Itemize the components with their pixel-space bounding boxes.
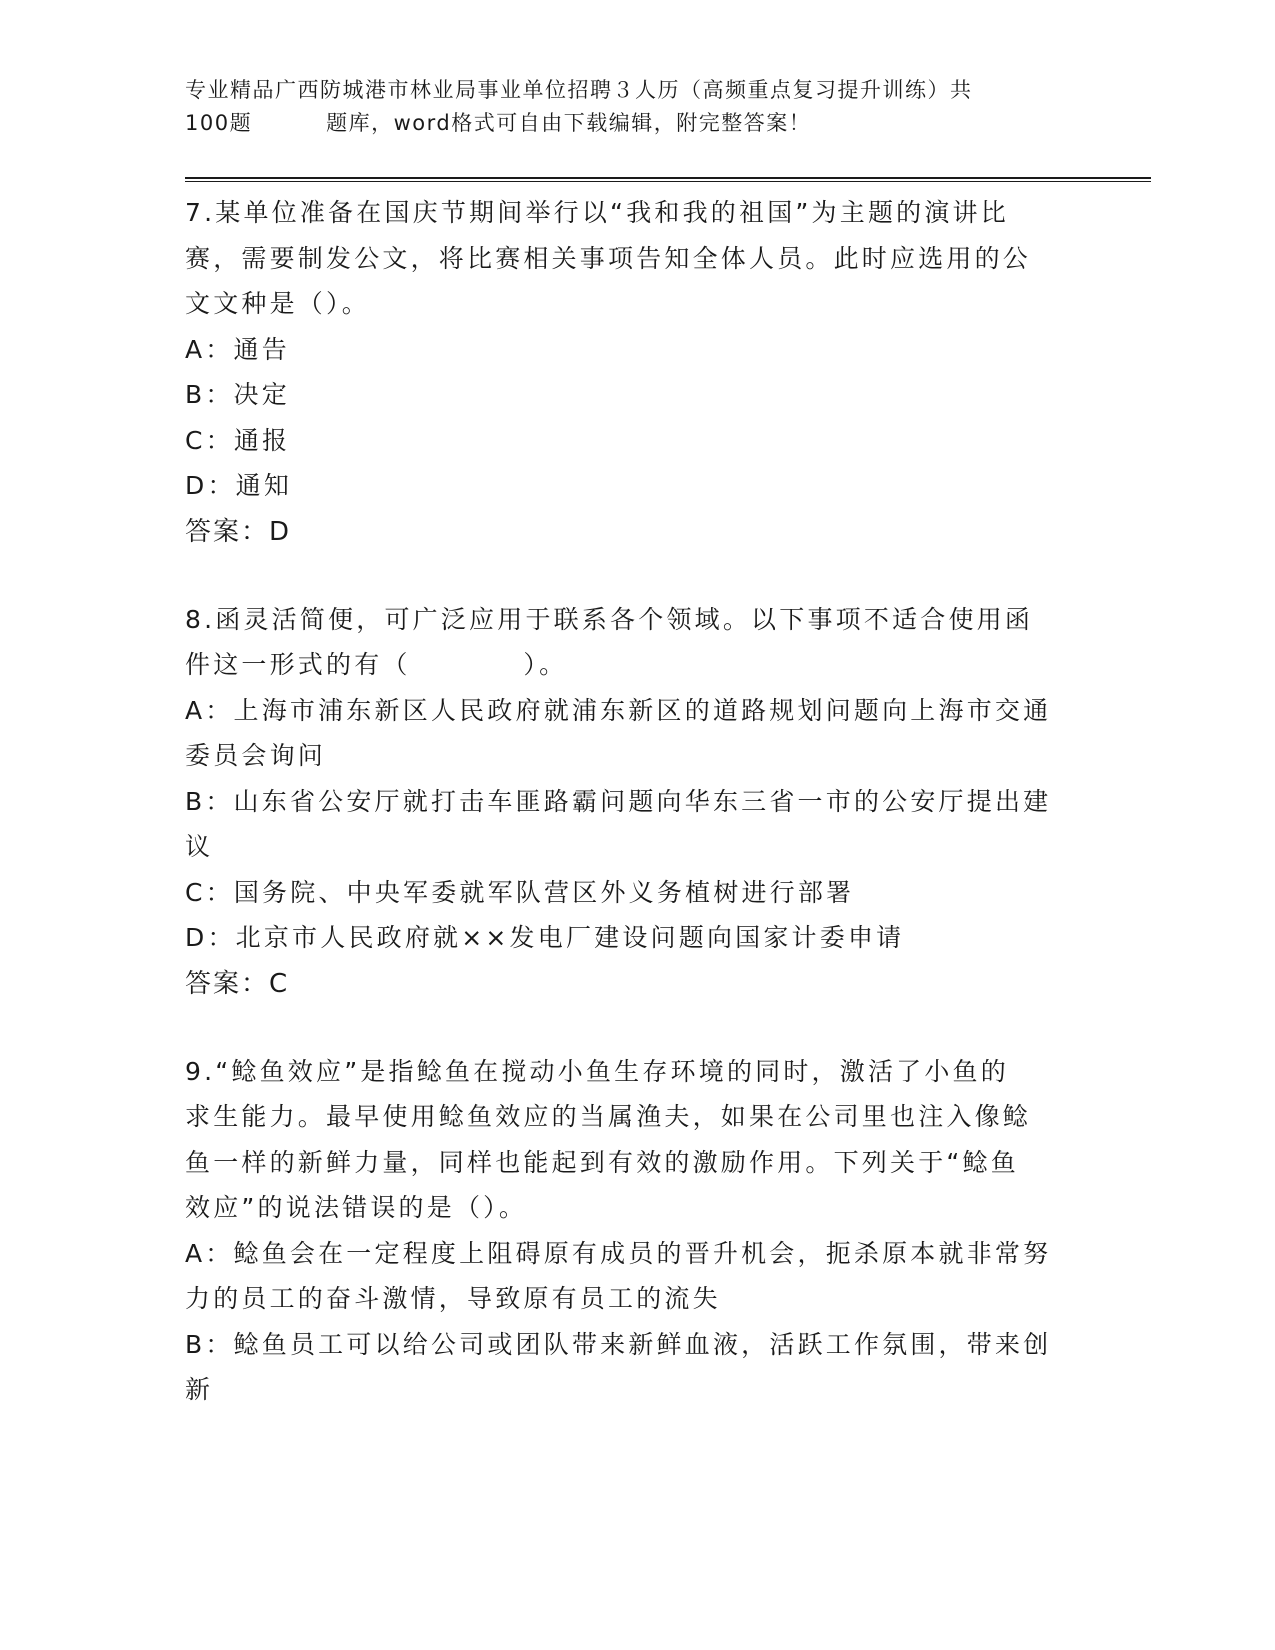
header-title-line2: [185, 107, 1065, 140]
document-header: [185, 74, 1065, 140]
option-line: 力的员工的奋斗激情，导致原有员工的流失: [185, 1284, 721, 1313]
stem-line: 7.某单位准备在国庆节期间举行以“我和我的祖国”为主题的演讲比: [185, 198, 1009, 227]
option-a: [185, 688, 1085, 779]
option-line: A：鲶鱼会在一定程度上阻碍原有成员的晋升机会，扼杀原本就非常努: [185, 1238, 1052, 1268]
stem-line: 9.“鲶鱼效应”是指鲶鱼在搅动小鱼生存环境的同时，激活了小鱼的: [185, 1056, 1009, 1086]
stem-line: 赛，需要制发公文，将比赛相关事项告知全体人员。此时应选用的公: [185, 243, 1032, 273]
question-stem: [185, 597, 1085, 688]
option-line: 议: [185, 832, 214, 861]
header-question-count: 100题: [185, 111, 253, 135]
question-list: [185, 190, 1085, 1413]
option-line: B：鲶鱼员工可以给公司或团队带来新鲜血液，活跃工作氛围，带来创: [185, 1329, 1052, 1359]
option-c: C：国务院、中央军委就军队营区外义务植树进行部署: [185, 877, 855, 907]
option-line: 新: [185, 1375, 214, 1404]
question-stem: [185, 190, 1085, 327]
answer-label: 答案：C: [185, 968, 290, 999]
option-a: [185, 1231, 1085, 1322]
header-title-line1: 专业精品广西防城港市林业局事业单位招聘３人历（高频重点复习提升训练）共: [185, 78, 973, 102]
option-b: [185, 779, 1085, 870]
option-d: D：北京市人民政府就××发电厂建设问题向国家计委申请: [185, 923, 905, 952]
stem-line: 鱼一样的新鲜力量，同样也能起到有效的激励作用。下列关于“鲶鱼: [185, 1147, 1019, 1177]
answer-label: 答案：D: [185, 516, 292, 547]
question-9: [185, 1049, 1085, 1413]
question-stem: [185, 1049, 1085, 1231]
option-line: 委员会询问: [185, 741, 327, 770]
stem-line: 求生能力。最早使用鲶鱼效应的当属渔夫，如果在公司里也注入像鲶: [185, 1102, 1032, 1131]
option-c: C：通报: [185, 425, 291, 455]
stem-line: 8.函灵活简便，可广泛应用于联系各个领域。以下事项不适合使用函: [185, 604, 1034, 634]
stem-line: 文文种是（）。: [185, 289, 370, 318]
option-b: [185, 1322, 1085, 1413]
option-line: B：山东省公安厅就打击车匪路霸问题向华东三省一市的公安厅提出建: [185, 786, 1052, 816]
question-8: [185, 597, 1085, 1007]
header-rule-thick: [185, 177, 1151, 179]
option-line: A：上海市浦东新区人民政府就浦东新区的道路规划问题向上海市交通: [185, 695, 1052, 725]
option-a: A：通告: [185, 334, 290, 364]
header-description: 题库，word格式可自由下载编辑，附完整答案！: [326, 111, 812, 135]
header-rule-thin: [185, 181, 1151, 182]
option-b: B：决定: [185, 380, 290, 409]
stem-line: 效应”的说法错误的是（）。: [185, 1193, 528, 1222]
question-7: [185, 190, 1085, 555]
option-d: D：通知: [185, 471, 293, 500]
stem-line: 件这一形式的有（ ）。: [185, 650, 568, 679]
